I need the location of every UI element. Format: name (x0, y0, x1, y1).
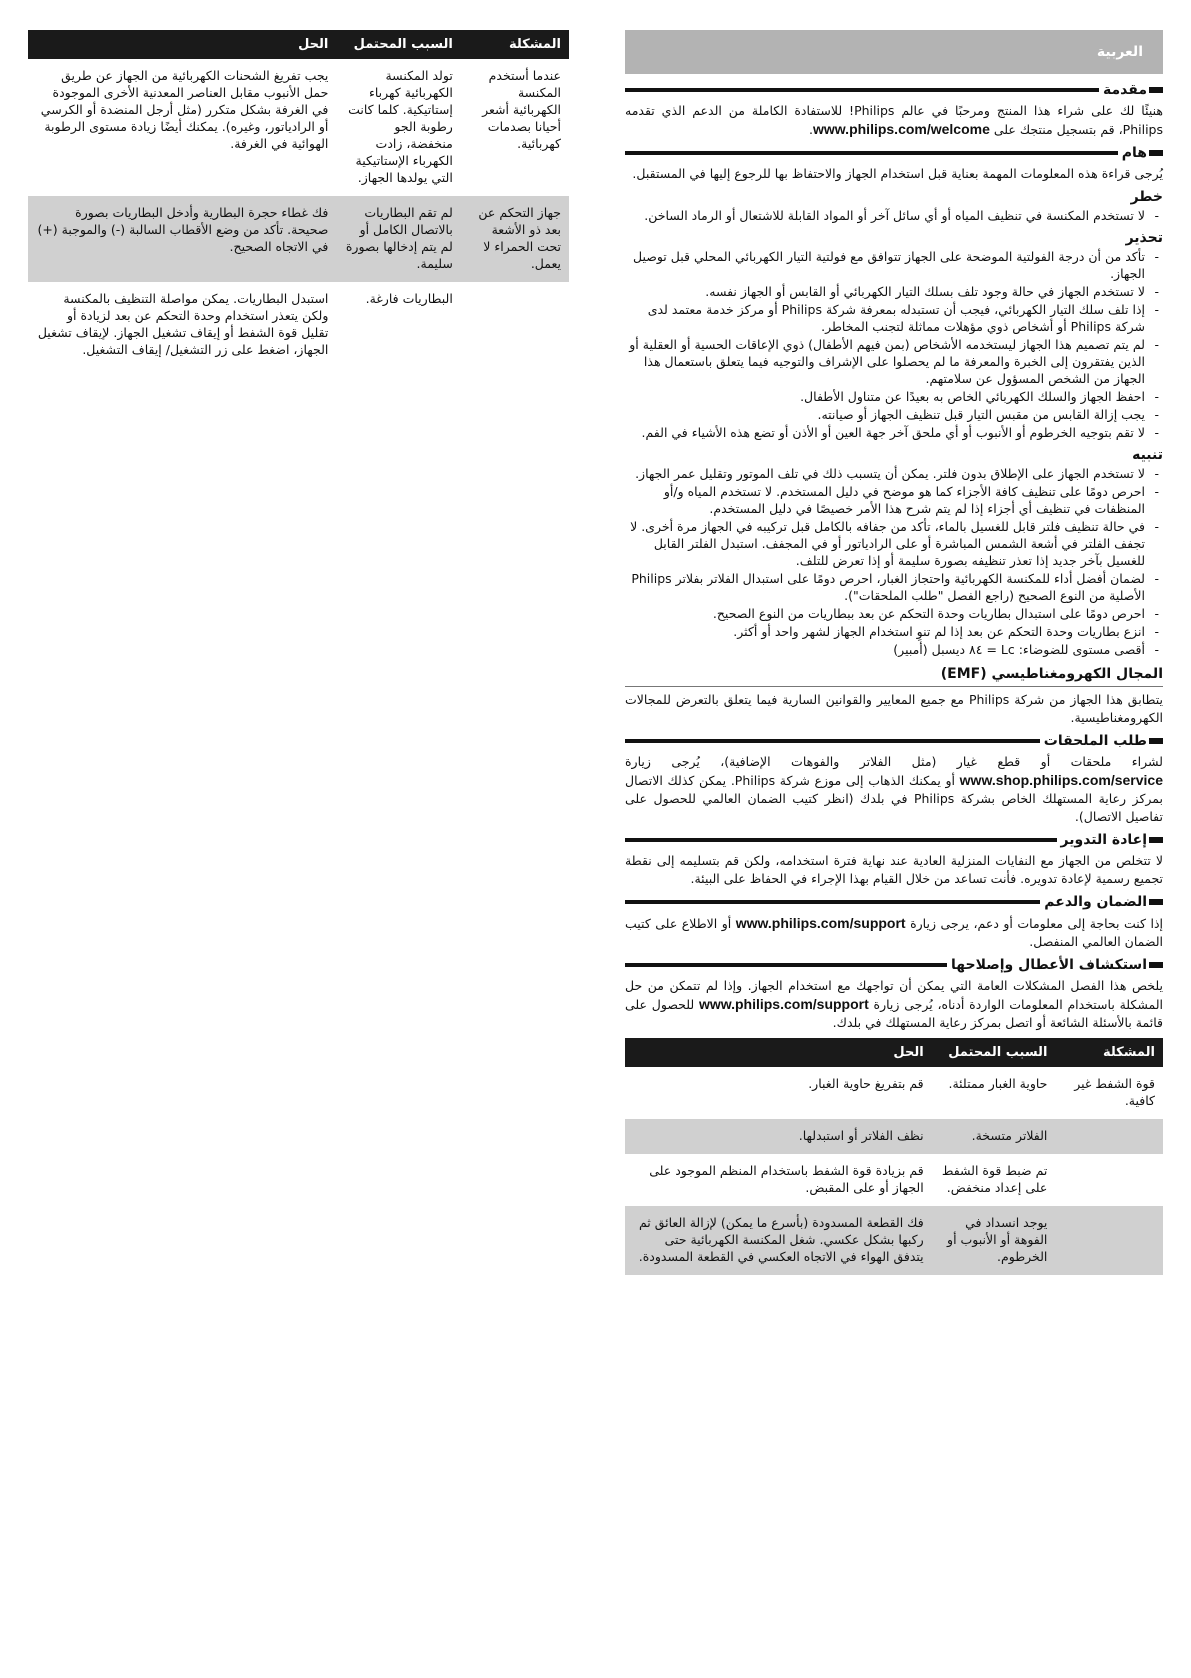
list-item: - لضمان أفضل أداء للمكنسة الكهربائية واحتجاز الغبار، احرص دومًا على استبدال الفلاتر بفلاتر Philips الأصلية من النوع الصحيح (راجع الفصل "طلب الملحقات"). (625, 570, 1163, 604)
right-column (625, 30, 1163, 1275)
emf-text: يتطابق هذا الجهاز من شركة Philips مع جميع المعايير والقوانين السارية فيما يتعلق بالتعرض للمجالات الكهرومغناطيسية. (625, 692, 1164, 725)
table-row (28, 196, 569, 282)
cell-solution: فك القطعة المسدودة (بأسرع ما يمكن) لإزالة العائق ثم ركبها بشكل عكسي. شغل المكنسة الكهربائية حتى يتدفق الهواء في الاتجاه العكسي في القطعة المسدودة. (625, 1206, 932, 1275)
cell-cause: يوجد انسداد في الفوهة أو الأنبوب أو الخرطوم. (932, 1206, 1056, 1275)
guarantee-title: الضمان والدعم (1044, 894, 1147, 910)
caution-heading: تنبيه (1132, 447, 1163, 463)
intro-text (625, 102, 1163, 139)
list-item: - إذا تلف سلك التيار الكهربائي، فيجب أن تستبدله بمعرفة شركة Philips أو مركز خدمة معتمد لدى شركة Philips أو أشخاص ذوي مؤهلات مماثلة لتجنب المخاطر. (625, 301, 1163, 335)
header-problem: المشكلة (1055, 1038, 1163, 1067)
intro-heading (625, 82, 1163, 98)
table-row (625, 1154, 1163, 1206)
table-row (625, 1067, 1163, 1119)
caution-list (625, 465, 1163, 658)
list-item: - لا تستخدم المكنسة في تنظيف المياه أو أي سائل آخر أو المواد القابلة للاشتعال أو الرماد الساخن. (625, 207, 1163, 224)
cell-solution: يجب تفريغ الشحنات الكهربائية من الجهاز عن طريق حمل الأنبوب مقابل العناصر المعدنية الأخرى الموجودة في الغرفة بشكل متكرر (مثل أرجل المنضدة أو الكرسي أو الرادياتور، وغيره). يمكنك أيضًا زيادة مستوى الرطوبة الهوائية في الغرفة. (40, 68, 329, 151)
troubleshooting-heading (625, 957, 1163, 973)
intro-text-body: هنيئًا لك على شراء هذا المنتج ومرحبًا في عالم Philips! للاستفادة الكاملة من الدعم الذي تقدمه Philips، قم بتسجيل منتجك على (625, 103, 1164, 137)
header-cause: السبب المحتمل (336, 30, 460, 59)
table-row (28, 282, 569, 368)
cell-cause: البطاريات فارغة. (365, 291, 453, 306)
list-item: - يجب إزالة القابس من مقبس التيار قبل تنظيف الجهاز أو صيانته. (625, 406, 1163, 423)
list-item: - في حالة تنظيف فلتر قابل للغسيل بالماء، تأكد من جفافه بالكامل قبل تركيبه في الجهاز مرة أخرى. لا تجفف الفلتر في أشعة الشمس المباشرة أو على الرادياتور أو في المجفف. استبدل الفلتر القابل للغسيل بآخر جديد إذا تعذر تنظيفه بصورة سليمة أو إذا تعرض للتلف. (625, 518, 1163, 569)
cell-problem (1055, 1119, 1163, 1154)
header-cause: السبب المحتمل (932, 1038, 1056, 1067)
important-title: هام (1121, 145, 1147, 161)
troubleshooting-text-body: يلخص هذا الفصل المشكلات العامة التي يمكن أن تواجهك مع استخدام الجهاز. وإذا لم تتمكن من حل المشكلة باستخدام المعلومات الواردة أدناه، يُرجى زيارة (625, 978, 1163, 1012)
list-item: - احرص دومًا على تنظيف كافة الأجزاء كما هو موضح في دليل المستخدم. لا تستخدم المياه و/أو المنظفات في تنظيف أي أجزاء إذا لم يتم شرح هذا الأمر خصيصًا في دليل المستخدم. (625, 483, 1163, 517)
table-header-row (28, 30, 569, 59)
warning-heading: تحذير (1125, 230, 1163, 246)
list-item: - احرص دومًا على استبدال بطاريات وحدة التحكم عن بعد ببطاريات من النوع الصحيح. (625, 605, 1163, 622)
troubleshooting-table (625, 1038, 1163, 1275)
troubleshooting-support-link[interactable]: www.philips.com/support (698, 996, 869, 1012)
cell-problem: جهاز التحكم عن بعد ذو الأشعة تحت الحمراء لا يعمل. (461, 196, 569, 282)
header-solution: الحل (28, 30, 336, 59)
cell-problem: عندما أستخدم المكنسة الكهربائية أشعر أحيانا بصدمات كهربائية. (482, 68, 561, 151)
accessories-text (625, 753, 1163, 826)
danger-heading: خطر (1130, 189, 1163, 205)
guarantee-text-body: إذا كنت بحاجة إلى معلومات أو دعم، يرجى زيارة (910, 916, 1163, 931)
table-row (625, 1119, 1163, 1154)
cell-problem (461, 282, 569, 368)
header-problem: المشكلة (461, 30, 569, 59)
recycling-text: لا تتخلص من الجهاز مع النفايات المنزلية العادية عند نهاية فترة استخدامه، ولكن قم بتسليمه إلى نقطة تجميع رسمية لإعادة تدويره. فأنت تساعد من خلال القيام بهذا الإجراء في الحفاظ على البيئة. (625, 853, 1163, 886)
cell-problem (1055, 1154, 1163, 1206)
cell-solution: نظف الفلاتر أو استبدلها. (625, 1119, 932, 1154)
troubleshooting-text (625, 977, 1163, 1032)
intro-title: مقدمة (1103, 82, 1147, 98)
cell-problem: قوة الشفط غير كافية. (1074, 1076, 1155, 1108)
cell-cause: حاوية الغبار ممتلئة. (948, 1076, 1048, 1091)
table-header-row (625, 1038, 1163, 1067)
warning-list (625, 248, 1163, 441)
welcome-link[interactable]: www.philips.com/welcome (813, 121, 990, 137)
troubleshooting-title: استكشاف الأعطال وإصلاحها (950, 957, 1147, 973)
cell-cause: لم تقم البطاريات بالاتصال الكامل أو لم يتم إدخالها بصورة سليمة. (336, 196, 460, 282)
emf-title: المجال الكهرومغناطيسي (EMF) (625, 666, 1163, 687)
cell-cause: تولد المكنسة الكهربائية كهرباء إستاتيكية. كلما كانت رطوبة الجو منخفضة، زادت الكهرباء الإستاتيكية التي يولدها الجهاز. (348, 68, 453, 185)
cell-solution: استبدل البطاريات. يمكن مواصلة التنظيف بالمكنسة ولكن يتعذر استخدام وحدة التحكم عن بعد لزيادة أو تقليل قوة الشفط أو إيقاف تشغيل الجهاز. لإيقاف تشغيل الجهاز، اضغط على زر التشغيل/ إيقاف التشغيل. (37, 291, 329, 357)
recycling-title: إعادة التدوير (1060, 832, 1147, 848)
shop-link[interactable]: www.shop.philips.com/service (959, 772, 1163, 788)
cell-solution: قم بتفريغ حاوية الغبار. (808, 1076, 924, 1091)
important-intro: يُرجى قراءة هذه المعلومات المهمة بعناية قبل استخدام الجهاز والاحتفاظ بها للرجوع إليها في المستقبل. (632, 166, 1163, 181)
cell-cause: تم ضبط قوة الشفط على إعداد منخفض. (941, 1163, 1048, 1195)
recycling-heading (625, 832, 1163, 848)
cell-solution: فك غطاء حجرة البطارية وأدخل البطاريات بصورة صحيحة. تأكد من وضع الأقطاب السالبة (-) والموجبة (+) في الاتجاه الصحيح. (28, 196, 336, 282)
accessories-text-end: أو يمكنك الذهاب إلى موزع شركة Philips. يمكن كذلك الاتصال بمركز رعاية المستهلك الخاص بشركة Philips في بلدك (انظر كتيب الضمان العالمي للحصول على تفاصيل الاتصال). (625, 773, 1164, 824)
cell-problem (1055, 1206, 1163, 1275)
list-item: - انزع بطاريات وحدة التحكم عن بعد إذا لم تنوِ استخدام الجهاز لشهر واحد أو أكثر. (625, 623, 1163, 640)
list-item: - لا تستخدم الجهاز في حالة وجود تلف بسلك التيار الكهربائي أو القابس أو الجهاز نفسه. (625, 283, 1163, 300)
important-heading (625, 145, 1163, 161)
accessories-heading (625, 733, 1163, 749)
list-item: - احفظ الجهاز والسلك الكهربائي الخاص به بعيدًا عن متناول الأطفال. (625, 388, 1163, 405)
guarantee-text (625, 914, 1163, 951)
guarantee-heading (625, 894, 1163, 910)
troubleshooting-text-end: للحصول على قائمة بالأسئلة الشائعة أو اتصل بمركز رعاية المستهلك في بلدك. (625, 997, 1163, 1030)
left-column (28, 30, 569, 368)
troubleshooting-table-continued (28, 30, 569, 368)
guarantee-text-end: أو الاطلاع على كتيب الضمان العالمي المنفصل. (625, 916, 1163, 949)
cell-cause: الفلاتر متسخة. (932, 1119, 1056, 1154)
language-label: العربية (625, 30, 1163, 74)
table-row (625, 1206, 1163, 1275)
list-item: - لم يتم تصميم هذا الجهاز ليستخدمه الأشخاص (بمن فيهم الأطفال) ذوي الإعاقات الحسية أو العقلية أو الذين يفتقرون إلى الخبرة والمعرفة ما لم يحصلوا على الإشراف والتوجيه فيما يتعلق باستعمال هذا الجهاز من الشخص المسؤول عن سلامتهم. (625, 336, 1163, 387)
intro-text-end: . (809, 122, 814, 137)
list-item: - لا تستخدم الجهاز على الإطلاق بدون فلتر. يمكن أن يتسبب ذلك في تلف الموتور وتقليل عمر الجهاز. (625, 465, 1163, 482)
accessories-text-body: لشراء ملحقات أو قطع غيار (مثل الفلاتر والفوهات الإضافية)، يُرجى زيارة (625, 754, 1163, 769)
accessories-title: طلب الملحقات (1043, 733, 1147, 749)
table-row (28, 59, 569, 196)
danger-list (625, 207, 1163, 224)
list-item: - لا تقم بتوجيه الخرطوم أو الأنبوب أو أي ملحق آخر جهة العين أو الأذن أو تضع هذه الأشياء في الفم. (625, 424, 1163, 441)
cell-solution: قم بزيادة قوة الشفط باستخدام المنظم الموجود على الجهاز أو على المقبض. (649, 1163, 924, 1195)
list-item: - تأكد من أن درجة الفولتية الموضحة على الجهاز تتوافق مع فولتية التيار الكهربائي المحلي قبل توصيل الجهاز. (625, 248, 1163, 282)
header-solution: الحل (625, 1038, 932, 1067)
support-link[interactable]: www.philips.com/support (735, 915, 906, 931)
list-item: - أقصى مستوى للضوضاء: Lc = ٨٤ ديسبل (أمبير) (625, 641, 1163, 658)
